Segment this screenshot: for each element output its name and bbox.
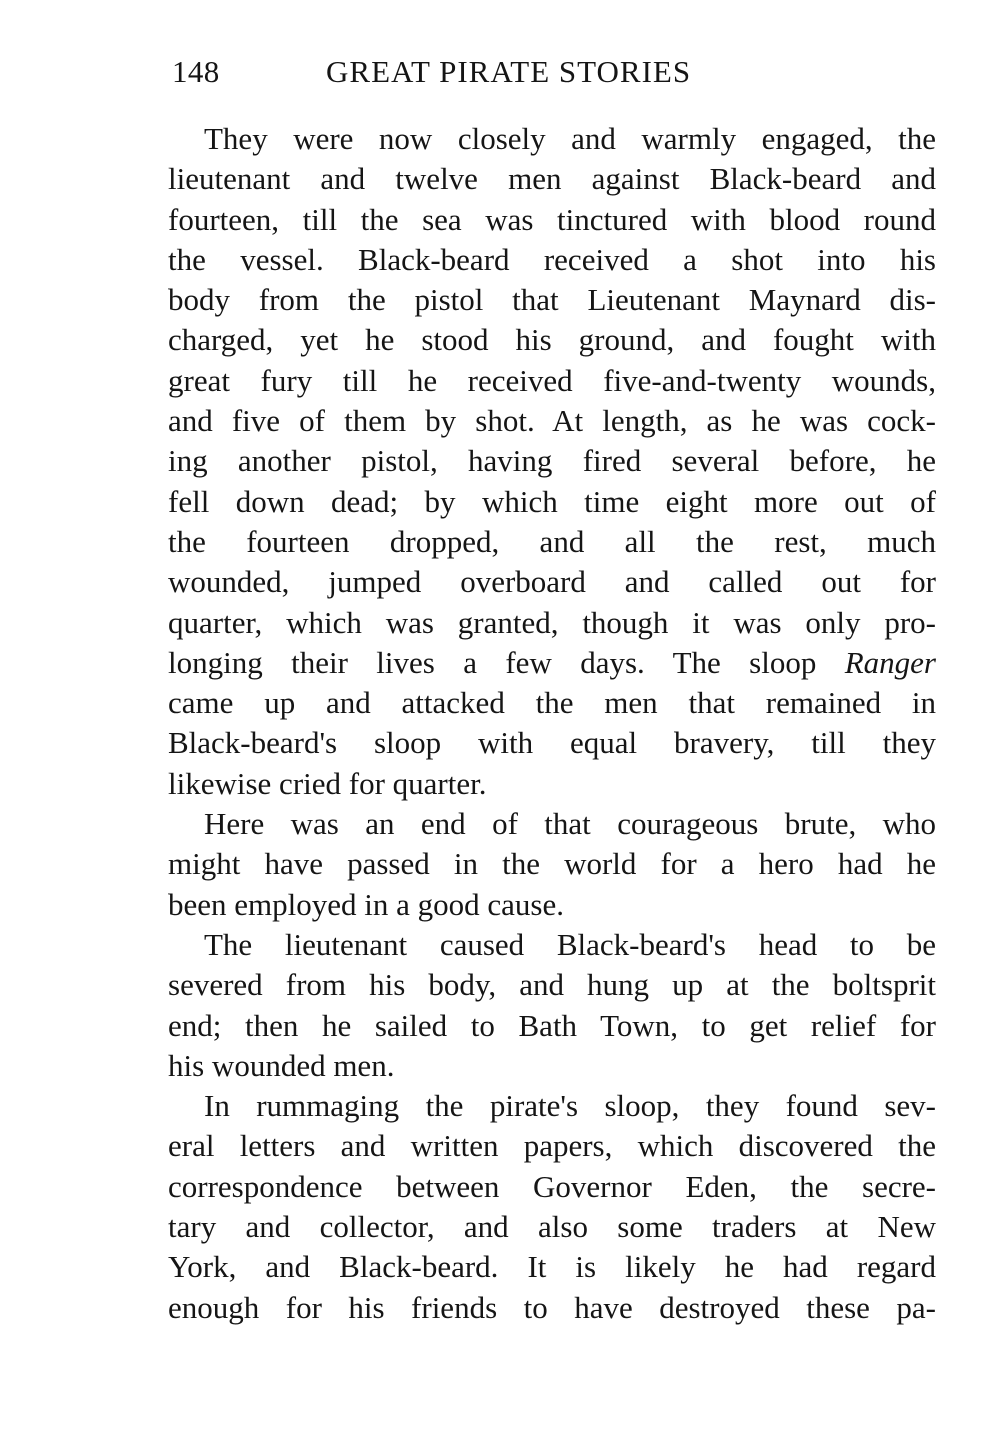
italic-ship-name: Ranger [844,644,936,680]
text-line-content: might have passed in the world for a hero had he [168,846,936,882]
text-line-content: body from the pistol that Lieutenant Maynard dis- [168,282,936,318]
text-line-content: enough for his friends to have destroyed these pa- [168,1289,936,1325]
running-head [172,50,972,94]
text-line [168,240,936,280]
text-line [168,320,936,360]
text-line [168,1086,936,1126]
text-line [168,1207,936,1247]
text-line [168,925,936,965]
text-line-content: In rummaging the pirate's sloop, they found sev- [204,1088,936,1124]
text-line [168,603,936,643]
text-line-content: wounded, jumped overboard and called out for [168,564,936,600]
text-line-content: severed from his body, and hung up at the boltsprit [168,967,936,1003]
book-title: GREAT PIRATE STORIES [326,54,692,89]
text-line [168,1046,936,1086]
text-line [168,1288,936,1328]
text-line-content: end; then he sailed to Bath Town, to get relief for [168,1007,936,1043]
text-line-content: correspondence between Governor Eden, the secre- [168,1168,936,1204]
text-line-content: Here was an end of that courageous brute, who [204,806,936,842]
text-line-content: the fourteen dropped, and all the rest, much [168,523,936,559]
text-line-content: ing another pistol, having fired several before, he [168,443,936,479]
text-line [168,482,936,522]
text-line-content: The lieutenant caused Black-beard's head to be [204,926,936,962]
text-line [168,965,936,1005]
text-line-content: Black-beard's sloop with equal bravery, till they [168,725,936,761]
text-line-content: fell down dead; by which time eight more out of [168,483,936,519]
text-line-content: York, and Black-beard. It is likely he had regard [168,1249,936,1285]
text-line-content: great fury till he received five-and-twenty wounds, [168,362,936,398]
text-line [168,643,936,683]
text-line-content: eral letters and written papers, which discovered the [168,1128,936,1164]
text-line [168,844,936,884]
text-line-content: fourteen, till the sea was tinctured with blood round [168,201,936,237]
text-line [168,401,936,441]
text-line-content: tary and collector, and also some traders at New [168,1209,936,1245]
text-line [168,1006,936,1046]
text-line [168,280,936,320]
text-line [168,159,936,199]
text-line-content: the vessel. Black-beard received a shot into his [168,241,936,277]
page-number: 148 [172,54,220,89]
text-line-content: came up and attacked the men that remained in [168,685,936,721]
text-line-content: likewise cried for quarter. [168,765,487,801]
text-line-content: charged, yet he stood his ground, and fought with [168,322,936,358]
text-line [168,1167,936,1207]
text-line [168,562,936,602]
text-line-content: been employed in a good cause. [168,886,564,922]
text-line [168,1126,936,1166]
text-line [168,764,936,804]
text-line [168,119,936,159]
text-line [168,200,936,240]
text-line-content: quarter, which was granted, though it was only pro- [168,604,936,640]
text-line-content: and five of them by shot. At length, as he was cock- [168,403,936,439]
text-line [168,441,936,481]
text-line [168,723,936,763]
text-line [168,361,936,401]
text-line-content: lieutenant and twelve men against Black-beard and [168,161,936,197]
text-line-content: longing their lives a few days. The sloop [168,644,845,680]
text-line [168,683,936,723]
text-line [168,1247,936,1287]
text-line [168,804,936,844]
body-text [168,119,936,1328]
text-line [168,885,936,925]
text-line-content: his wounded men. [168,1047,395,1083]
text-line-content: They were now closely and warmly engaged, the [204,121,936,156]
text-line [168,522,936,562]
